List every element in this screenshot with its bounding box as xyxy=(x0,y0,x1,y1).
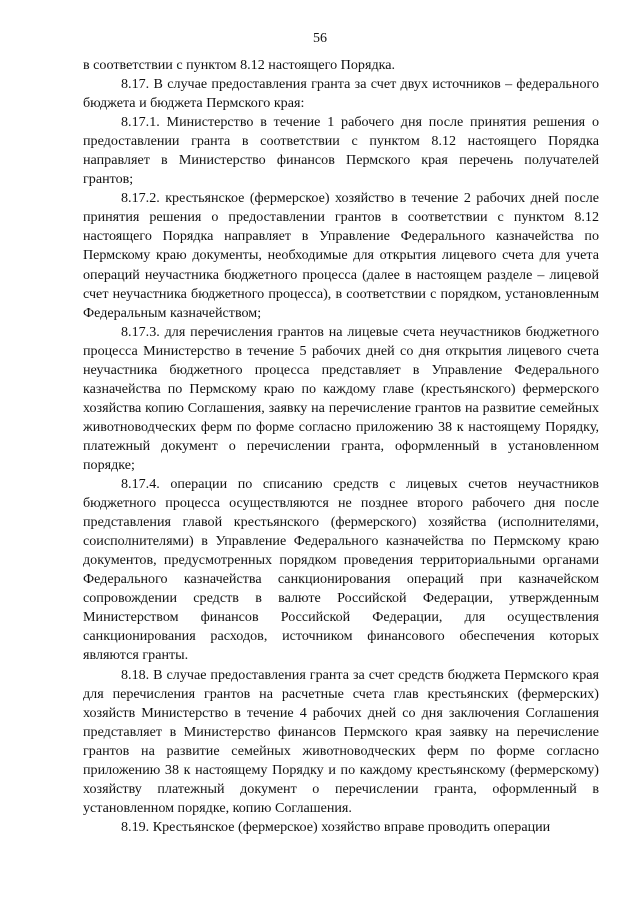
paragraph-8-17-1: 8.17.1. Министерство в течение 1 рабочего дня после принятия решения о предоставлении гранта в соответствии с пунктом 8.12 настоящего Порядка направляет в Министерство финансов Пермского края перечень получателей грантов; xyxy=(83,114,599,188)
paragraph-8-17-2: 8.17.2. крестьянское (фермерское) хозяйство в течение 2 рабочих дней после принятия решения о предоставлении грантов в соответствии с пунктом 8.12 настоящего Порядка направляет в Управление Федерального казначейства по Пермскому краю документы, необходимые для открытия лицевого счета для учета операций неучастника бюджетного процесса (далее в настоящем разделе – лицевой счет неучастника бюджетного процесса), в соответствии с порядком, установленным Федеральным казначейством; xyxy=(83,190,599,321)
paragraph-8-18: 8.18. В случае предоставления гранта за счет средств бюджета Пермского края для перечисления грантов на расчетные счета глав крестьянских (фермерских) хозяйств Министерство в течение 4 рабочих дней со дня заключения Соглашения представляет в Министерство финансов Пермского края заявку на перечисление грантов на развитие семейных животноводческих ферм по форме согласно приложению 38 к настоящему Порядку и по каждому крестьянскому (фермерскому) хозяйству платежный документ о перечислении гранта, оформленный в установленном порядке, копию Соглашения. xyxy=(83,666,599,816)
paragraph-8-17: 8.17. В случае предоставления гранта за счет двух источников – федерального бюджета и бюджета Пермского края: xyxy=(83,76,599,112)
paragraph-8-17-3: 8.17.3. для перечисления грантов на лицевые счета неучастников бюджетного процесса Министерство в течение 5 рабочих дней со дня открытия лицевого счета неучастника бюджетного процесса представляет в Управление Федерального казначейства по Пермскому краю по каждому главе (крестьянского) фермерского хозяйства копию Соглашения, заявку на перечисление грантов на развитие семейных животноводческих ферм по форме согласно приложению 38 к настоящему Порядку, платежный документ о перечислении гранта, оформленный в установленном порядке; xyxy=(83,323,599,473)
paragraph-continuation: в соответствии с пунктом 8.12 настоящего Порядка. xyxy=(83,57,396,73)
paragraph-8-19: 8.19. Крестьянское (фермерское) хозяйство вправе проводить операции xyxy=(121,818,551,835)
paragraph-8-17-4: 8.17.4. операции по списанию средств с лицевых счетов неучастников бюджетного процесса осуществляются не позднее второго рабочего дня после представления главой крестьянского (фермерского) хозяйства (исполнителями, соисполнителями) в Управление Федерального казначейства по Пермскому краю документов, предусмотренных порядком проведения территориальными органами Федерального казначейства санкционирования операций при казначейском сопровождении средств в валюте Российской Федерации, утвержденным Министерством финансов Российской Федерации, для осуществления санкционирования расходов, источником финансового обеспечения которых являются гранты. xyxy=(83,476,599,664)
page-number: 56 xyxy=(313,31,327,46)
document-body xyxy=(83,56,599,837)
